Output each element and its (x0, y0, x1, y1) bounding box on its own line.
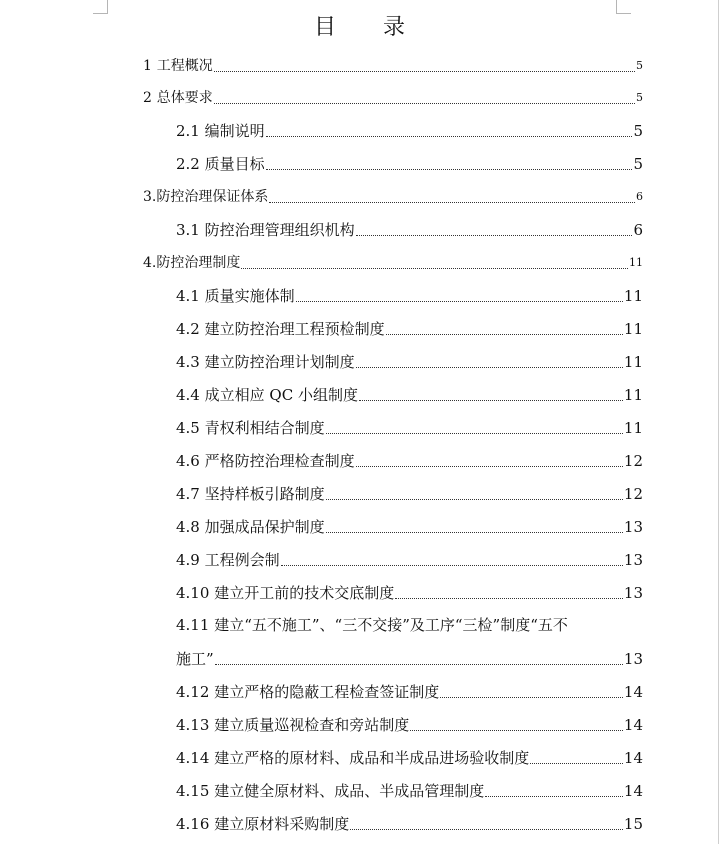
toc-entry[interactable] (176, 813, 643, 835)
toc-entry[interactable] (176, 318, 643, 340)
leader-dots (269, 201, 635, 203)
toc-entry-number: 4.12 (176, 683, 210, 701)
toc-entry-label: 建立质量巡视检查和旁站制度 (214, 716, 410, 734)
toc-entry-page: 14 (623, 683, 643, 701)
toc-entry-page: 13 (623, 650, 643, 668)
leader-dots (214, 70, 635, 72)
toc-entry-number: 4.8 (176, 518, 200, 536)
leader-dots (440, 696, 623, 698)
toc-title: 目 录 (314, 15, 425, 40)
toc-entry-page: 11 (623, 419, 643, 437)
toc-entry-page: 11 (629, 256, 643, 269)
toc-entry-page: 11 (623, 320, 643, 338)
toc-entry[interactable] (176, 384, 643, 406)
toc-entry-number: 4.10 (176, 584, 210, 602)
toc-entry[interactable] (176, 714, 643, 736)
toc-entry-label: 建立开工前的技术交底制度 (214, 584, 395, 602)
toc-entry-page: 15 (623, 815, 643, 833)
toc-entry-page: 5 (636, 91, 643, 104)
toc-entry-number: 4.16 (176, 815, 210, 833)
leader-dots (359, 399, 623, 401)
leader-dots (350, 828, 623, 830)
toc-entry[interactable] (143, 186, 643, 208)
leader-dots (386, 333, 623, 335)
toc-entry-page: 5 (633, 155, 643, 173)
toc-entry[interactable] (176, 483, 643, 505)
toc-entry[interactable] (176, 549, 643, 571)
toc-entry-number: 4.9 (176, 551, 200, 569)
toc-entry-label: 加强成品保护制度 (204, 518, 325, 536)
leader-dots (530, 762, 623, 764)
toc-entry-label-continued: 施工” (176, 650, 214, 668)
toc-entry-page: 13 (623, 518, 643, 536)
leader-dots (241, 267, 628, 269)
toc-entry-number: 2.2 (176, 155, 200, 173)
toc-entry[interactable] (143, 55, 643, 77)
leader-dots (215, 663, 623, 665)
toc-entry[interactable] (176, 582, 643, 604)
toc-entry[interactable] (176, 681, 643, 703)
toc-entry-number: 4.2 (176, 320, 200, 338)
toc-entry[interactable] (176, 153, 643, 175)
toc-entry-number: 4.3 (176, 353, 200, 371)
leader-dots (410, 729, 623, 731)
leader-dots (281, 564, 623, 566)
toc-entry[interactable] (176, 450, 643, 472)
toc-entry-label: 质量目标 (204, 155, 265, 173)
toc-entry-number: 4.1 (176, 287, 200, 305)
toc-entry-page: 11 (623, 287, 643, 305)
leader-dots (296, 300, 623, 302)
toc-entry-page: 13 (623, 584, 643, 602)
toc-entry-number: 3.1 (176, 221, 200, 239)
leader-dots (326, 498, 623, 500)
toc-entry-label: 防控治理保证体系 (156, 189, 269, 205)
toc-entry-label: 坚持样板引路制度 (204, 485, 325, 503)
toc-entry-number: 4.13 (176, 716, 210, 734)
toc-entry-page: 5 (633, 122, 643, 140)
toc-entry-page: 11 (623, 386, 643, 404)
toc-entry-number: 3. (143, 189, 157, 205)
toc-entry-page: 14 (623, 749, 643, 767)
toc-entry-number: 4.11 (176, 616, 210, 634)
toc-entry-label: 建立“五不施工”、“三不交接”及工序“三检”制度“五不 (214, 616, 568, 634)
toc-entry[interactable] (176, 780, 643, 802)
toc-entry-label: 编制说明 (204, 122, 265, 140)
toc-entry-number: 1 (143, 58, 152, 74)
toc-entry-number: 4.5 (176, 419, 200, 437)
toc-entry-label: 青权利相结合制度 (204, 419, 325, 437)
leader-dots (395, 597, 623, 599)
toc-entry-page: 11 (623, 353, 643, 371)
toc-entry-page: 6 (633, 221, 643, 239)
leader-dots (485, 795, 623, 797)
toc-entry-label: 建立防控治理工程预检制度 (204, 320, 385, 338)
leader-dots (214, 102, 635, 104)
toc-entry-number: 2 (143, 90, 152, 106)
toc-entry-page: 5 (636, 59, 643, 72)
leader-dots (356, 465, 623, 467)
toc-entry-label: 建立防控治理计划制度 (204, 353, 355, 371)
toc-entry-number: 4.6 (176, 452, 200, 470)
toc-entry-page: 13 (623, 551, 643, 569)
toc-entry[interactable] (143, 87, 643, 109)
toc-entry-number: 4.15 (176, 782, 210, 800)
toc-entry-label: 质量实施体制 (204, 287, 295, 305)
toc-entry[interactable] (176, 351, 643, 373)
toc-entry-number: 4.7 (176, 485, 200, 503)
toc-entry-label: 成立相应 QC 小组制度 (204, 386, 358, 404)
leader-dots (356, 234, 633, 236)
toc-entry[interactable] (176, 285, 643, 307)
toc-entry[interactable] (176, 747, 643, 769)
toc-entry-label: 工程概况 (156, 58, 213, 74)
toc-entry[interactable] (176, 516, 643, 538)
toc-entry-page: 6 (636, 190, 643, 203)
leader-dots (266, 135, 633, 137)
toc-entry-label: 工程例会制 (204, 551, 280, 569)
toc-entry-label: 建立健全原材料、成品、半成品管理制度 (214, 782, 485, 800)
toc-entry[interactable] (176, 417, 643, 439)
toc-entry-number: 2.1 (176, 122, 200, 140)
toc-entry-label: 严格防控治理检查制度 (204, 452, 355, 470)
leader-dots (326, 531, 623, 533)
toc-entry-page: 14 (623, 782, 643, 800)
toc-entry-page: 12 (623, 452, 643, 470)
leader-dots (266, 168, 633, 170)
leader-dots (356, 366, 623, 368)
toc-entry-label: 建立严格的原材料、成品和半成品进场验收制度 (214, 749, 530, 767)
leader-dots (326, 432, 623, 434)
toc-entry-label: 建立严格的隐蔽工程检查签证制度 (214, 683, 440, 701)
toc-entry-label: 防控治理制度 (156, 255, 241, 271)
toc-entry-number: 4.14 (176, 749, 210, 767)
toc-entry-number: 4.4 (176, 386, 200, 404)
toc-entry[interactable] (176, 219, 643, 241)
toc-entry-label: 防控治理管理组织机构 (204, 221, 355, 239)
toc-entry-page: 14 (623, 716, 643, 734)
toc-entry[interactable] (176, 648, 643, 670)
toc-entry-page: 12 (623, 485, 643, 503)
toc-entry-label: 建立原材料采购制度 (214, 815, 350, 833)
toc-entry-label: 总体要求 (156, 90, 213, 106)
toc-entry-first-line[interactable] (176, 614, 568, 636)
toc-entry[interactable] (176, 120, 643, 142)
toc-entry[interactable] (143, 252, 643, 274)
toc-entry-number: 4. (143, 255, 157, 271)
